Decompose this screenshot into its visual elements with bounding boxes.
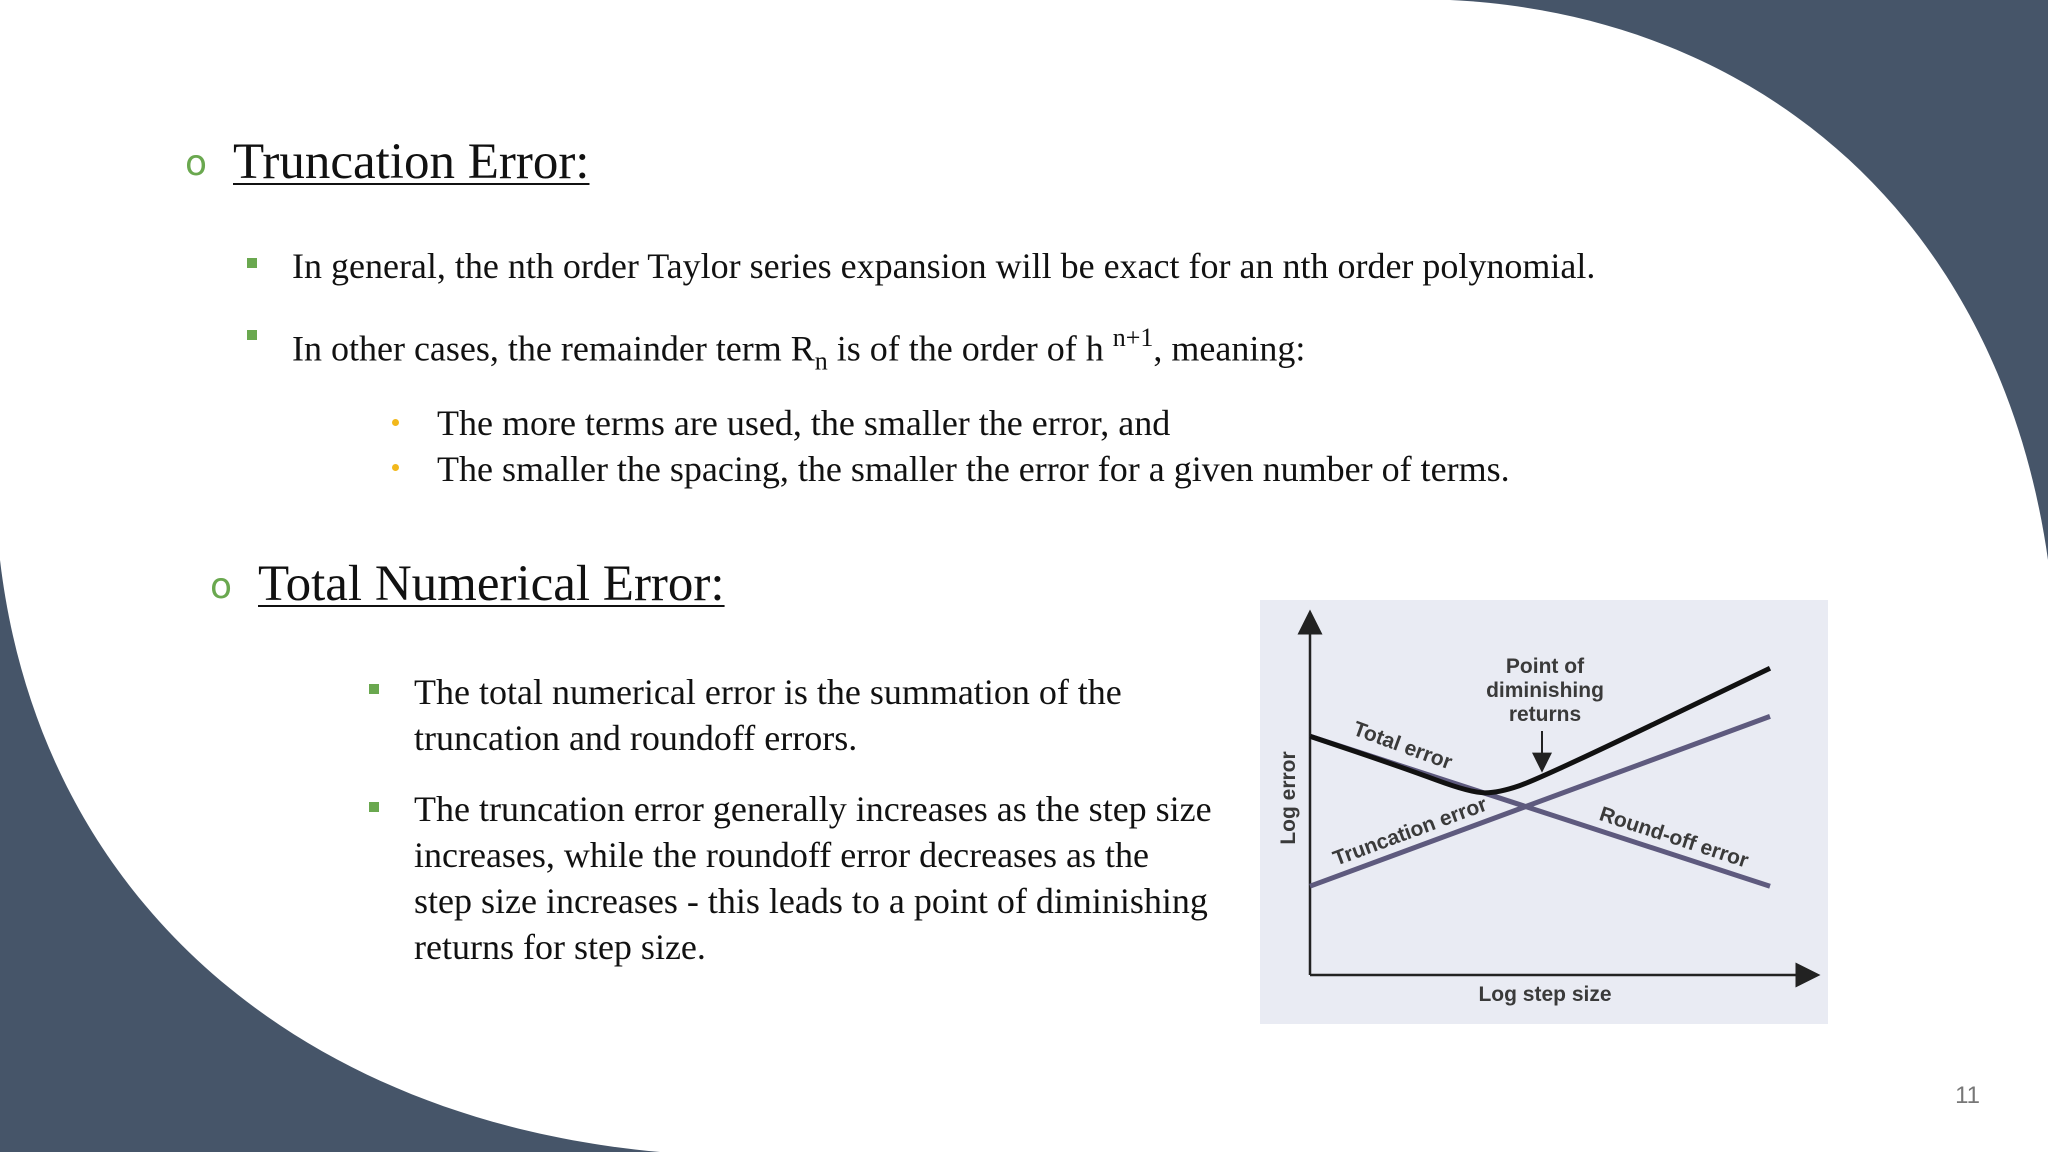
square-bullet-icon bbox=[247, 330, 257, 340]
section2-point-1: The total numerical error is the summation of the truncation and roundoff errors. bbox=[414, 672, 1122, 758]
page-number: 11 bbox=[1955, 1082, 1980, 1109]
section1-subpoint-2: The smaller the spacing, the smaller the error for a given number of terms. bbox=[437, 449, 1510, 489]
section1-point-2: In other cases, the remainder term $R_n$ is of the order of h $^{n+1}$, meaning: bbox=[292, 323, 1306, 376]
section1-subpoint-1: The more terms are used, the smaller the error, and bbox=[437, 403, 1171, 443]
square-bullet-icon bbox=[247, 258, 257, 268]
section2-title: Total Numerical Error: bbox=[258, 556, 725, 612]
annotation-line-2: diminishing bbox=[1486, 679, 1604, 702]
error-chart bbox=[1260, 600, 1828, 1024]
section1-point-1: In general, the nth order Taylor series expansion will be exact for an nth order polynomial. bbox=[292, 246, 1596, 286]
annotation-line-3: returns bbox=[1508, 703, 1582, 726]
x-axis-label: Log step size bbox=[1478, 983, 1612, 1006]
square-bullet-icon bbox=[369, 684, 379, 694]
roundoff-error-label: Round-off error bbox=[1596, 802, 1752, 873]
truncation-error-label: Truncation error bbox=[1330, 792, 1491, 871]
section2-bullet: o bbox=[210, 566, 233, 607]
section1-title: Truncation Error: bbox=[233, 134, 590, 190]
section1-bullet: o bbox=[185, 143, 208, 184]
square-bullet-icon bbox=[369, 802, 379, 812]
section2-point-2: The truncation error generally increases as the step size increases, while the roundoff error decreases as the step size increases - this leads to a point of diminishing returns for step size. bbox=[414, 789, 1212, 967]
error-chart-svg bbox=[1260, 600, 1828, 1024]
dot-bullet-icon bbox=[392, 419, 399, 426]
total-error-label: Total error bbox=[1350, 717, 1456, 775]
y-axis-label: Log error bbox=[1277, 751, 1300, 845]
dot-bullet-icon bbox=[392, 464, 399, 471]
annotation-line-1: Point of bbox=[1505, 655, 1585, 678]
